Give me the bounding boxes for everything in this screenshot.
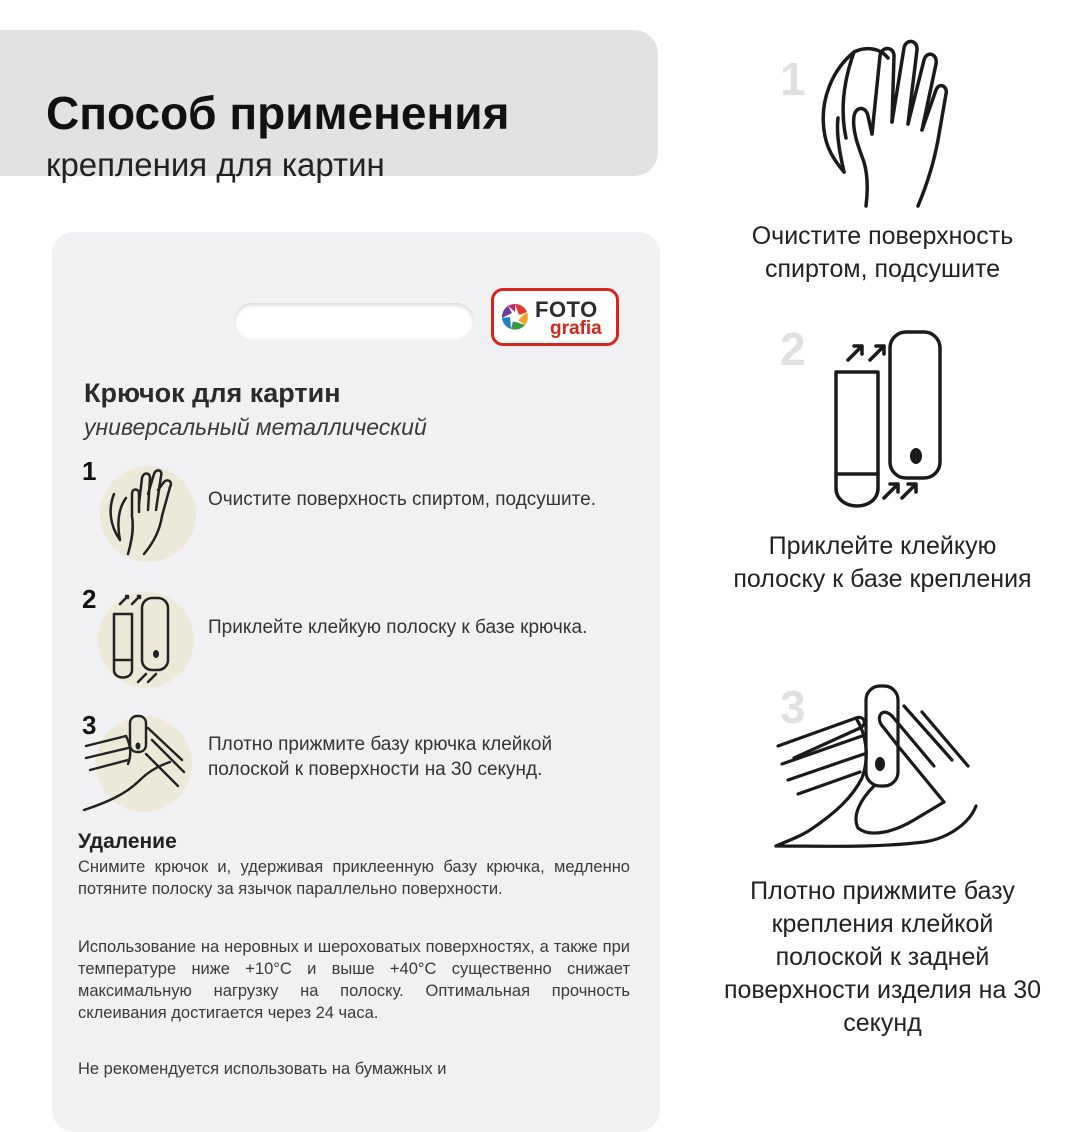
hand-wiping-icon (814, 30, 964, 208)
adhesive-strip-icon (84, 580, 196, 690)
page-title: Способ применения (46, 87, 510, 139)
hang-slot (234, 303, 474, 339)
card-step-number: 2 (82, 584, 97, 614)
card-title: Крючок для картин (84, 378, 341, 408)
removal-paragraph: Снимите крючок и, удерживая приклеенную базу крючка, медленно потяните полоску за язычок параллельно поверхности. (78, 858, 630, 898)
hands-pressing-icon (774, 682, 978, 852)
card-step-text: Приклейте клейкую полоску к базе крючка. (208, 617, 588, 638)
hand-wiping-icon (84, 454, 196, 564)
aperture-icon (500, 302, 530, 332)
removal-title: Удаление (78, 830, 177, 853)
card-step-number: 3 (82, 710, 97, 740)
product-card (52, 232, 660, 1132)
step-text: Очистите поверхность спиртом, подсушите (751, 222, 1014, 283)
header-banner (0, 30, 658, 183)
step-number: 3 (780, 681, 806, 733)
adhesive-strip-icon (832, 328, 950, 512)
step-text: Плотно прижмите базу крепления клейкой полоской к задней поверхности изделия на 30 секунд (723, 877, 1042, 1037)
step-number: 2 (780, 323, 806, 375)
usage-note-paragraph: Использование на неровных и шероховатых поверхностях, а также при температуре ниже +10°C и выше +40°C существенно снижает максимальную нагрузку на полоску. Оптимальная прочность склеивания достигается через 24 часа. (78, 938, 630, 1022)
card-step-text: Очистите поверхность спиртом, подсушите. (208, 489, 596, 510)
brand-logo (491, 288, 619, 346)
card-step-text: Плотно прижмите базу крючка клейкой полоской к поверхности на 30 секунд. (208, 734, 553, 780)
card-subtitle: универсальный металлический (84, 414, 427, 440)
card-step-number: 1 (82, 456, 97, 486)
logo-foto-text: FOTO (535, 297, 598, 322)
step-number: 1 (780, 53, 806, 105)
warning-paragraph: Не рекомендуется использовать на бумажных и (78, 1060, 447, 1078)
page-subtitle: крепления для картин (46, 146, 385, 183)
logo-grafia-text: grafia (550, 318, 602, 339)
step-text: Приклейте клейкую полоску к базе крепления (733, 532, 1032, 593)
hands-pressing-icon (78, 706, 200, 818)
